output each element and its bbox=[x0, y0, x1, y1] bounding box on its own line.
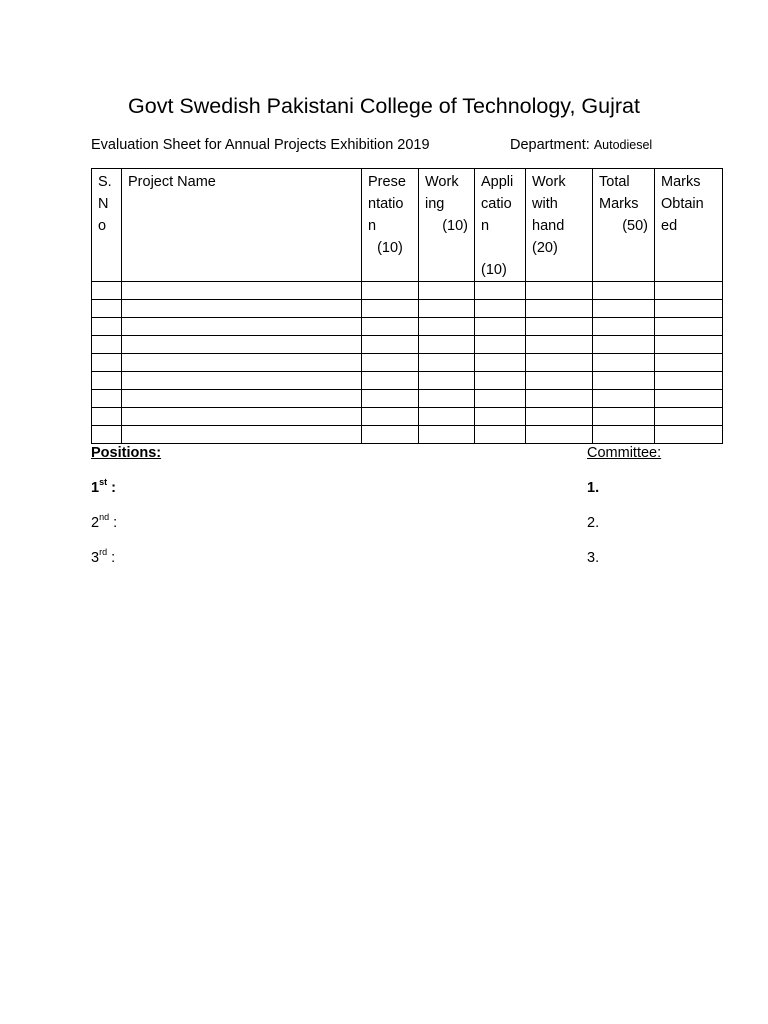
header-project-name: Project Name bbox=[122, 169, 362, 282]
table-cell bbox=[92, 336, 122, 354]
header-marks-obtained: Marks Obtain ed bbox=[655, 169, 723, 282]
table-cell bbox=[362, 372, 419, 390]
position-3: 3rd : bbox=[91, 547, 116, 566]
table-cell bbox=[655, 318, 723, 336]
table-cell bbox=[655, 336, 723, 354]
table-cell bbox=[122, 300, 362, 318]
table-cell bbox=[655, 300, 723, 318]
table-cell bbox=[475, 318, 526, 336]
table-cell bbox=[122, 336, 362, 354]
table-cell bbox=[362, 336, 419, 354]
table-cell bbox=[475, 336, 526, 354]
committee-heading: Committee: bbox=[587, 445, 662, 461]
table-cell bbox=[593, 426, 655, 444]
header-application: Appli catio n (10) bbox=[475, 169, 526, 282]
table-cell bbox=[419, 282, 475, 300]
header-total-marks: Total Marks (50) bbox=[593, 169, 655, 282]
table-cell bbox=[122, 318, 362, 336]
table-row bbox=[92, 426, 723, 444]
positions-heading: Positions: bbox=[91, 445, 162, 461]
table-row bbox=[92, 408, 723, 426]
table-cell bbox=[92, 318, 122, 336]
table-cell bbox=[593, 336, 655, 354]
header-sno: S. N o bbox=[92, 169, 122, 282]
table-cell bbox=[122, 426, 362, 444]
page-title: Govt Swedish Pakistani College of Technology, Gujrat bbox=[128, 94, 640, 118]
table-cell bbox=[593, 390, 655, 408]
table-cell bbox=[655, 390, 723, 408]
table-cell bbox=[362, 390, 419, 408]
table-cell bbox=[593, 372, 655, 390]
table-cell bbox=[526, 282, 593, 300]
table-cell bbox=[526, 336, 593, 354]
table-cell bbox=[419, 390, 475, 408]
table-cell bbox=[419, 336, 475, 354]
header-presentation: Prese ntatio n (10) bbox=[362, 169, 419, 282]
table-cell bbox=[526, 318, 593, 336]
department bbox=[510, 137, 652, 153]
table-cell bbox=[475, 300, 526, 318]
table-cell bbox=[526, 390, 593, 408]
evaluation-table bbox=[91, 168, 723, 444]
table-cell bbox=[526, 408, 593, 426]
table-cell bbox=[362, 426, 419, 444]
table-row bbox=[92, 318, 723, 336]
table-cell bbox=[122, 354, 362, 372]
table-cell bbox=[593, 318, 655, 336]
table-cell bbox=[419, 318, 475, 336]
table-row bbox=[92, 282, 723, 300]
table-cell bbox=[526, 300, 593, 318]
table-cell bbox=[419, 372, 475, 390]
table-cell bbox=[593, 354, 655, 372]
table-cell bbox=[362, 408, 419, 426]
table-cell bbox=[655, 354, 723, 372]
table-cell bbox=[122, 282, 362, 300]
table-cell bbox=[362, 318, 419, 336]
table-cell bbox=[419, 354, 475, 372]
committee-member-3: 3. bbox=[587, 550, 600, 566]
position-1: 1st : bbox=[91, 477, 116, 496]
table-cell bbox=[92, 354, 122, 372]
table-cell bbox=[92, 426, 122, 444]
table-cell bbox=[655, 408, 723, 426]
table-cell bbox=[419, 300, 475, 318]
table-row bbox=[92, 300, 723, 318]
table-cell bbox=[419, 408, 475, 426]
table-cell bbox=[475, 408, 526, 426]
table-cell bbox=[92, 372, 122, 390]
table-cell bbox=[655, 282, 723, 300]
table-cell bbox=[655, 426, 723, 444]
department-value: Autodiesel bbox=[593, 138, 653, 152]
table-cell bbox=[122, 408, 362, 426]
table-cell bbox=[593, 300, 655, 318]
table-cell bbox=[593, 282, 655, 300]
committee-member-1: 1. bbox=[587, 480, 600, 496]
table-header-row bbox=[92, 169, 723, 282]
table-row bbox=[92, 372, 723, 390]
table-cell bbox=[526, 354, 593, 372]
table-cell bbox=[362, 282, 419, 300]
table-cell bbox=[526, 372, 593, 390]
header-work-with-hand: Work with hand (20) bbox=[526, 169, 593, 282]
header-working: Work ing (10) bbox=[419, 169, 475, 282]
position-2: 2nd : bbox=[91, 512, 118, 531]
table-cell bbox=[92, 390, 122, 408]
sheet-subtitle: Evaluation Sheet for Annual Projects Exhibition 2019 bbox=[91, 137, 430, 153]
table-cell bbox=[362, 354, 419, 372]
table-cell bbox=[475, 372, 526, 390]
table-row bbox=[92, 390, 723, 408]
table-row bbox=[92, 354, 723, 372]
table-cell bbox=[122, 372, 362, 390]
table-cell bbox=[92, 282, 122, 300]
table-cell bbox=[655, 372, 723, 390]
table-cell bbox=[475, 282, 526, 300]
table-cell bbox=[475, 426, 526, 444]
table-cell bbox=[526, 426, 593, 444]
table-cell bbox=[122, 390, 362, 408]
table-cell bbox=[92, 300, 122, 318]
table-cell bbox=[92, 408, 122, 426]
table-row bbox=[92, 336, 723, 354]
department-label: Department: bbox=[510, 137, 590, 153]
table-cell bbox=[475, 354, 526, 372]
table-cell bbox=[419, 426, 475, 444]
table-cell bbox=[593, 408, 655, 426]
table-cell bbox=[475, 390, 526, 408]
table-cell bbox=[362, 300, 419, 318]
committee-member-2: 2. bbox=[587, 515, 600, 531]
